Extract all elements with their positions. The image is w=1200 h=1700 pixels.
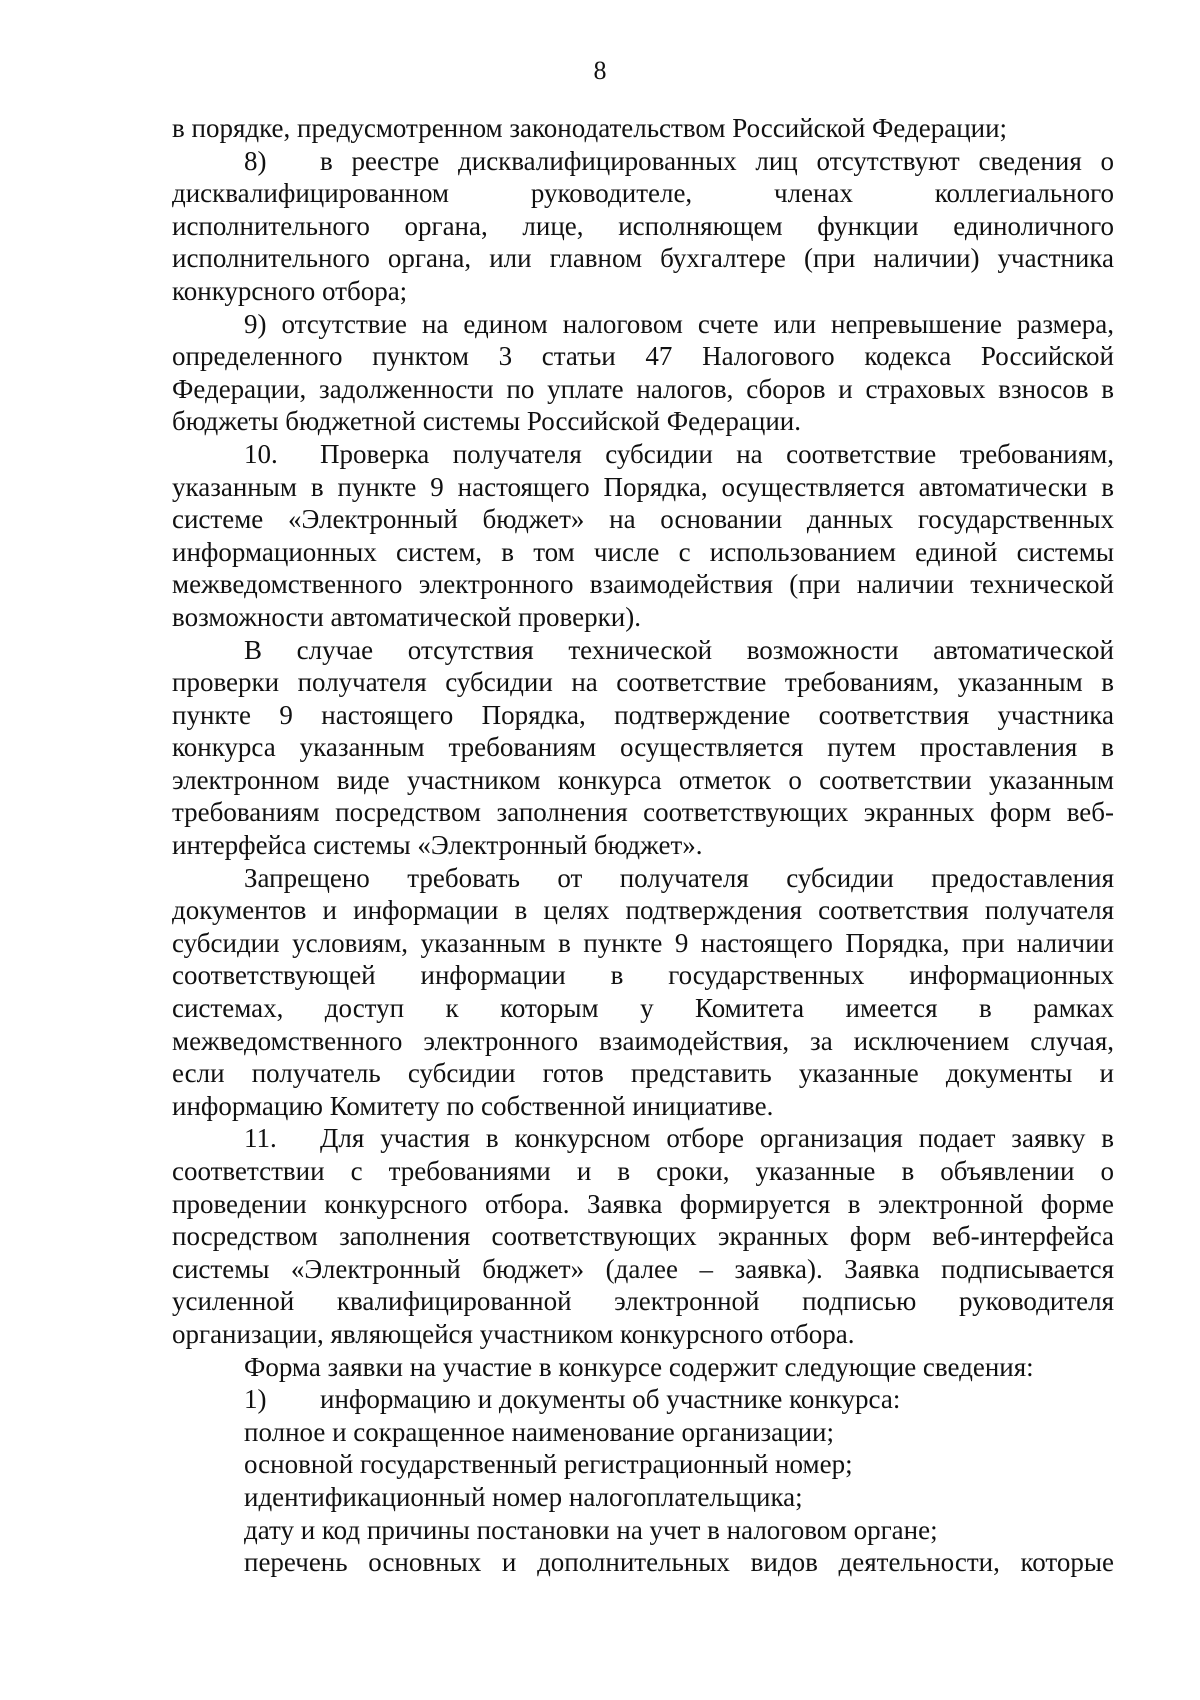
line-text: документов и информации в целях подтверждения соответствия получателя — [172, 895, 1114, 926]
line-text: Для участия в конкурсном отборе организация подает заявку в — [320, 1123, 1114, 1154]
text-line — [172, 601, 1114, 634]
line-text: информацию Комитету по собственной инициативе. — [172, 1090, 774, 1121]
paragraph — [172, 112, 1114, 145]
line-text: требованиям посредством заполнения соответствующих экранных форм веб- — [172, 797, 1114, 828]
line-text: исполнительного органа, или главном бухгалтере (при наличии) участника — [172, 243, 1114, 274]
line-text: указанным в пункте 9 настоящего Порядка, осуществляется автоматически в — [172, 471, 1114, 502]
line-text: межведомственного электронного взаимодействия, за исключением случая, — [172, 1025, 1114, 1056]
line-text: информационных систем, в том числе с использованием единой системы — [172, 536, 1114, 567]
text-line — [172, 894, 1114, 927]
line-text: возможности автоматической проверки). — [172, 601, 641, 632]
paragraph — [172, 634, 1114, 862]
line-text: в реестре дисквалифицированных лиц отсутствуют сведения о — [320, 145, 1114, 176]
line-text: межведомственного электронного взаимодействия (при наличии технической — [172, 569, 1114, 600]
line-text: усиленной квалифицированной электронной подписью руководителя — [172, 1286, 1114, 1317]
paragraph — [172, 1514, 1114, 1547]
text-line — [172, 568, 1114, 601]
line-text: интерфейса системы «Электронный бюджет». — [172, 830, 703, 861]
text-line — [172, 1025, 1114, 1058]
text-line — [172, 1546, 1114, 1579]
text-line — [172, 1351, 1114, 1384]
paragraph — [172, 862, 1114, 1123]
text-line — [172, 992, 1114, 1025]
item-number: 8) — [244, 145, 267, 176]
paragraph — [172, 308, 1114, 438]
line-text: дату и код причины постановки на учет в налоговом органе; — [244, 1514, 938, 1545]
text-line — [172, 438, 1114, 471]
document-body — [172, 112, 1114, 1579]
line-text: Федерации, задолженности по уплате налогов, сборов и страховых взносов в — [172, 373, 1114, 404]
line-text: посредством заполнения соответствующих экранных форм веб-интерфейса — [172, 1221, 1114, 1252]
line-text: В случае отсутствия технической возможности автоматической — [244, 634, 1114, 665]
text-line — [172, 340, 1114, 373]
line-text: Запрещено требовать от получателя субсидии предоставления — [244, 862, 1114, 893]
text-line — [172, 177, 1114, 210]
text-line — [172, 796, 1114, 829]
text-line — [172, 1481, 1114, 1514]
text-line — [172, 1155, 1114, 1188]
text-line — [172, 536, 1114, 569]
line-text: исполнительного органа, лице, исполняющем функции единоличного — [172, 210, 1114, 241]
text-line — [172, 862, 1114, 895]
line-text: полное и сокращенное наименование организации; — [244, 1416, 834, 1447]
line-text: системе «Электронный бюджет» на основании данных государственных — [172, 504, 1114, 535]
text-line — [172, 1188, 1114, 1221]
line-text: системах, доступ к которым у Комитета имеется в рамках — [172, 993, 1114, 1024]
text-line — [172, 405, 1114, 438]
line-text: соответствии с требованиями и в сроки, указанные в объявлении о — [172, 1156, 1114, 1186]
text-line — [172, 666, 1114, 699]
text-line — [172, 471, 1114, 504]
line-text: системы «Электронный бюджет» (далее – заявка). Заявка подписывается — [172, 1253, 1114, 1284]
text-line — [172, 699, 1114, 732]
paragraph — [172, 1416, 1114, 1449]
line-text: соответствующей информации в государственных информационных — [172, 960, 1114, 991]
text-line — [172, 1090, 1114, 1123]
text-line — [172, 112, 1114, 145]
item-number: 10. — [244, 438, 278, 469]
line-text: проведении конкурсного отбора. Заявка формируется в электронной форме — [172, 1188, 1114, 1219]
text-line — [172, 829, 1114, 862]
paragraph — [172, 1351, 1114, 1384]
line-text: проверки получателя субсидии на соответствие требованиям, указанным в — [172, 667, 1114, 698]
text-line — [172, 308, 1114, 341]
text-line — [172, 145, 1114, 178]
paragraph — [172, 1546, 1114, 1579]
line-text: Форма заявки на участие в конкурсе содержит следующие сведения: — [244, 1351, 1034, 1382]
line-text: 9) отсутствие на едином налоговом счете или непревышение размера, — [244, 308, 1114, 339]
paragraph — [172, 438, 1114, 634]
paragraph — [172, 1448, 1114, 1481]
text-line — [172, 1285, 1114, 1318]
text-line — [172, 1220, 1114, 1253]
line-text: основной государственный регистрационный номер; — [244, 1449, 853, 1480]
text-line — [172, 1514, 1114, 1547]
text-line — [172, 1383, 1114, 1416]
item-number: 11. — [244, 1123, 277, 1154]
line-text: пункте 9 настоящего Порядка, подтверждение соответствия участника — [172, 699, 1114, 730]
line-text: Проверка получателя субсидии на соответствие требованиям, — [320, 438, 1114, 469]
paragraph — [172, 1383, 1114, 1416]
paragraph — [172, 145, 1114, 308]
line-text: дисквалифицированном руководителе, членах коллегиального — [172, 178, 1114, 209]
text-line — [172, 731, 1114, 764]
text-line — [172, 634, 1114, 667]
text-line — [172, 1448, 1114, 1481]
text-line — [172, 373, 1114, 406]
text-line — [172, 959, 1114, 992]
line-text: конкурса указанным требованиям осуществляется путем проставления в — [172, 732, 1114, 763]
text-line — [172, 503, 1114, 536]
text-line — [172, 927, 1114, 960]
line-text: если получатель субсидии готов представить указанные документы и — [172, 1058, 1114, 1089]
text-line — [172, 1416, 1114, 1449]
page-number: 8 — [593, 56, 607, 85]
line-text: электронном виде участником конкурса отметок о соответствии указанным — [172, 764, 1114, 795]
text-line — [172, 242, 1114, 275]
item-number: 1) — [244, 1384, 267, 1415]
text-line — [172, 764, 1114, 797]
text-line — [172, 1318, 1114, 1351]
line-text: организации, являющейся участником конкурсного отбора. — [172, 1318, 855, 1349]
line-text: субсидии условиям, указанным в пункте 9 настоящего Порядка, при наличии — [172, 927, 1114, 958]
text-line — [172, 1253, 1114, 1286]
line-text: бюджеты бюджетной системы Российской Федерации. — [172, 406, 802, 437]
text-line — [172, 275, 1114, 308]
line-text: в порядке, предусмотренном законодательством Российской Федерации; — [172, 113, 1008, 143]
text-line — [172, 1057, 1114, 1090]
text-line — [172, 1122, 1114, 1155]
text-line — [172, 210, 1114, 243]
line-text: определенного пунктом 3 статьи 47 Налогового кодекса Российской — [172, 341, 1114, 372]
line-text: перечень основных и дополнительных видов деятельности, которые — [244, 1547, 1114, 1578]
paragraph — [172, 1481, 1114, 1514]
paragraph — [172, 1122, 1114, 1350]
line-text: конкурсного отбора; — [172, 275, 408, 306]
line-text: информацию и документы об участнике конкурса: — [320, 1384, 901, 1415]
line-text: идентификационный номер налогоплательщика; — [244, 1481, 803, 1512]
